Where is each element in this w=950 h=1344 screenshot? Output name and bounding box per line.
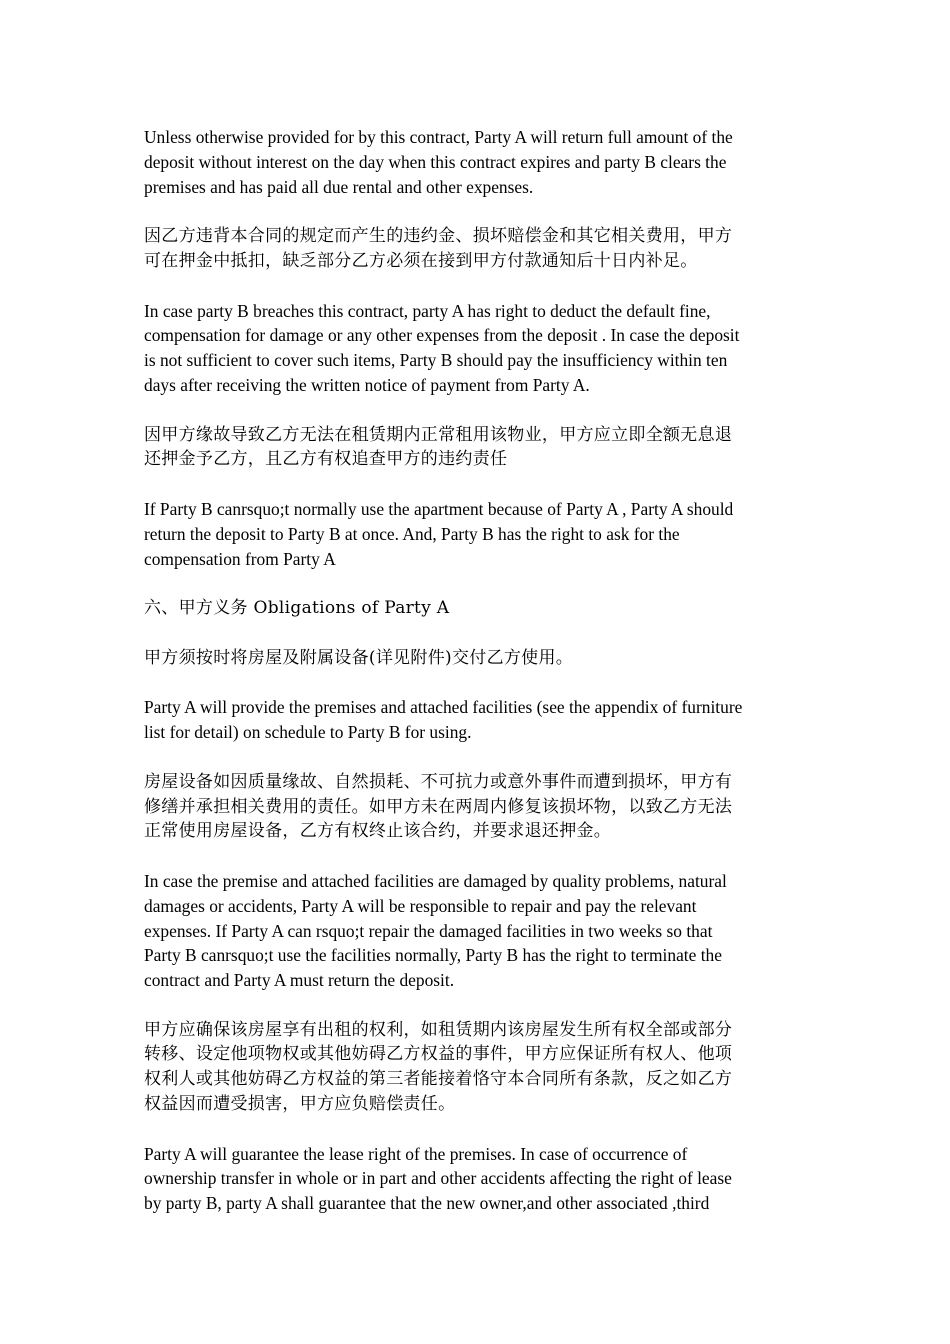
paragraph-lease-right-zh: 甲方应确保该房屋享有出租的权利，如租赁期内该房屋发生所有权全部或部分 转移、设定他项物权或其他妨碍乙方权益的事件，甲方应保证所有权人、他项 权利人或其他妨碍乙方权益的第三者能接着恪守本合同所有条款，反之如乙方 权益因而遭受损害，甲方应负赔偿责任。 <box>144 1019 733 1115</box>
paragraph-deposit-deduction-zh: 因乙方违背本合同的规定而产生的违约金、损坏赔偿金和其它相关费用，甲方 可在押金中抵扣，缺乏部分乙方必须在接到甲方付款通知后十日内补足。 <box>144 226 733 271</box>
document-body <box>144 125 812 1241</box>
section-heading-obligations-party-a: 六、甲方义务 Obligations of Party A <box>144 598 450 619</box>
paragraph-provide-premises-zh: 甲方须按时将房屋及附属设备(详见附件)交付乙方使用。 <box>144 647 574 668</box>
paragraph-lease-right-en: Party A will guarantee the lease right of the premises. In case of occurrence of ownership transfer in whole or in part and other accidents affecting the right of lease by party B, party A shall guarantee that the new owner,and other associated ,third <box>144 1143 732 1214</box>
paragraph-party-a-fault-zh: 因甲方缘故导致乙方无法在租赁期内正常租用该物业，甲方应立即全额无息退 还押金予乙方，且乙方有权追查甲方的违约责任 <box>144 424 733 470</box>
paragraph-deposit-return-en: Unless otherwise provided for by this contract, Party A will return full amount of the deposit without interest on the day when this contract expires and party B clears the premises and has paid all due rental and other expenses. <box>144 127 733 197</box>
paragraph-repair-facilities-en: In case the premise and attached facilities are damaged by quality problems, natural damages or accidents, Party A will be responsible to repair and pay the relevant expenses. If Party A can rsquo;t repair the damaged facilities in two weeks so that Party B canrsquo;t use the facilities normally, Party B has the right to terminate the contract and Party A must return the deposit. <box>144 870 727 991</box>
paragraph-provide-premises-en: Party A will provide the premises and attached facilities (see the appendix of furniture list for detail) on schedule to Party B for using. <box>144 697 743 743</box>
paragraph-repair-facilities-zh: 房屋设备如因质量缘故、自然损耗、不可抗力或意外事件而遭到损坏，甲方有 修缮并承担相关费用的责任。如甲方未在两周内修复该损坏物，以致乙方无法 正常使用房屋设备，乙方有权终止该合约，并要求退还押金。 <box>144 771 733 842</box>
paragraph-party-a-fault-en: If Party B canrsquo;t normally use the apartment because of Party A , Party A should return the deposit to Party B at once. And, Party B has the right to ask for the compensation from Party A <box>144 498 734 569</box>
paragraph-deposit-deduction-en: In case party B breaches this contract, party A has right to deduct the default fine, compensation for damage or any other expenses from the deposit . In case the deposit is not sufficient to cover such items, Party B should pay the insufficiency within ten days after receiving the written notice of payment from Party A. <box>144 300 740 395</box>
